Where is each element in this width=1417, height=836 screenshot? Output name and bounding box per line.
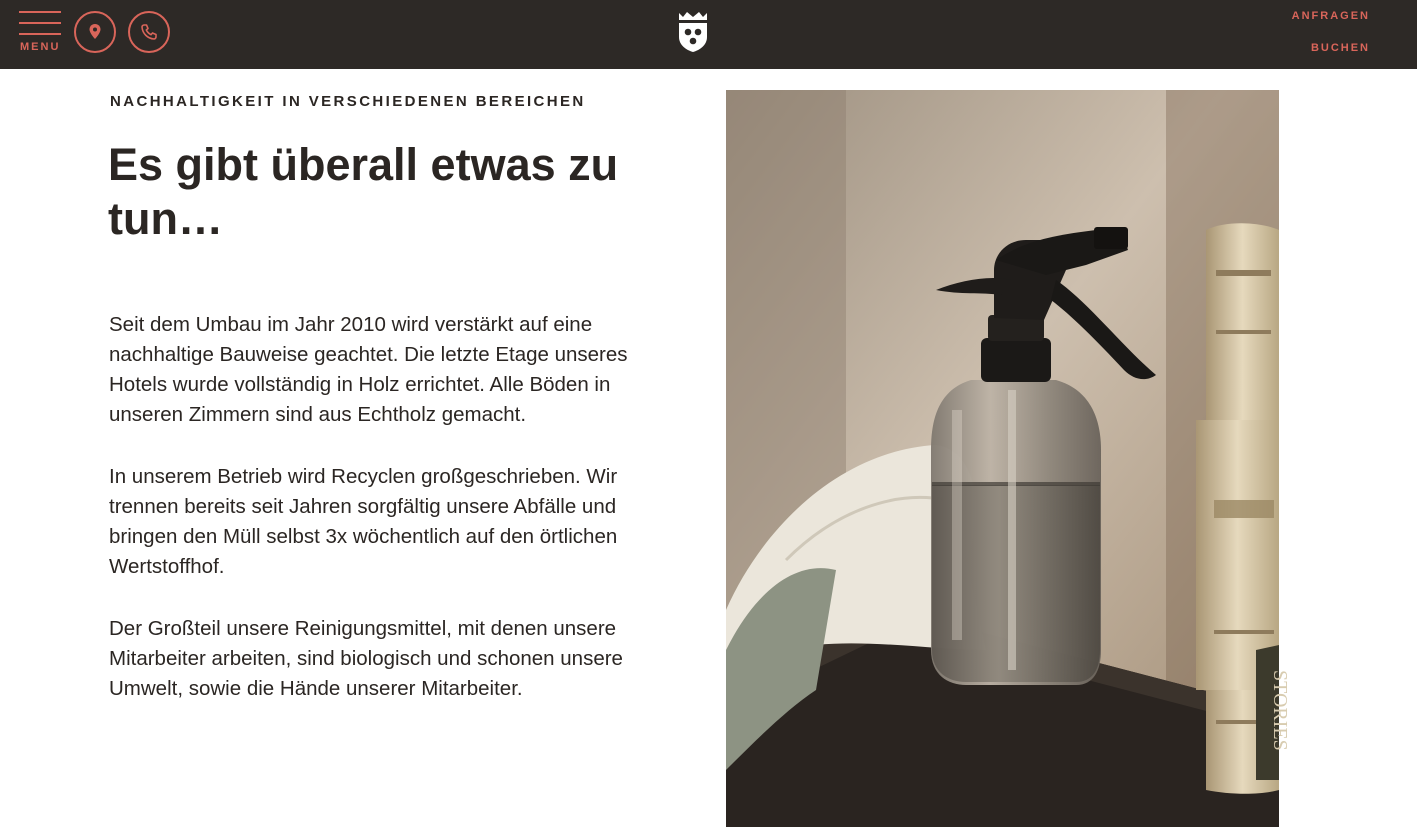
paragraph-construction: Seit dem Umbau im Jahr 2010 wird verstärkt auf eine nachhaltige Bauweise geachtet. Die letzte Etage unseres Hotels wurde vollständig in Holz errichtet. Alle Böden in unseren Zimmern sind aus Echtholz gemacht. (109, 313, 628, 426)
section-eyebrow: NACHHALTIGKEIT IN VERSCHIEDENEN BEREICHEN (110, 93, 586, 110)
paragraph-cleaning-products: Der Großteil unsere Reinigungsmittel, mit denen unsere Mitarbeiter arbeiten, sind biologisch und schonen unsere Umwelt, sowie die Hände unserer Mitarbeiter. (109, 617, 623, 700)
buchen-link[interactable]: BUCHEN (1310, 42, 1370, 54)
anfragen-link[interactable]: ANFRAGEN (1291, 10, 1370, 22)
phone-icon (139, 22, 159, 42)
hotel-logo[interactable] (676, 11, 710, 53)
location-button[interactable] (74, 11, 116, 53)
location-pin-icon (85, 22, 105, 42)
paragraph-recycling: In unserem Betrieb wird Recyclen großgeschrieben. Wir trennen bereits seit Jahren sorgfältig unsere Abfälle und bringen den Müll selbst 3x wöchentlich auf den örtlichen Wertstoffhof. (109, 465, 618, 578)
spray-bottle-photo (726, 90, 1291, 827)
hamburger-icon-line (19, 33, 61, 35)
book-spine-text: STORIES (1269, 670, 1291, 751)
hamburger-icon (19, 11, 61, 13)
spray-bottle-illustration (726, 90, 1291, 827)
phone-button[interactable] (128, 11, 170, 53)
menu-label: MENU (20, 41, 61, 53)
hamburger-icon-line (19, 22, 61, 24)
crown-shield-logo-icon (676, 11, 710, 53)
page-headline: Es gibt überall etwas zu tun… (108, 139, 619, 244)
menu-button[interactable] (18, 10, 62, 56)
top-navigation-bar (0, 0, 1417, 69)
